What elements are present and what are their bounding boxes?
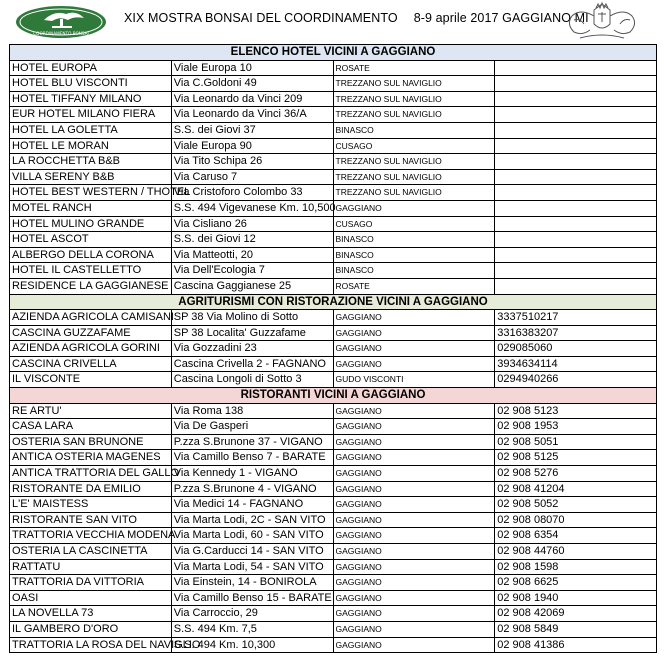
page-header (0, 0, 666, 44)
table-row (10, 497, 657, 513)
address-cell: Via Kennedy 1 - VIGANO (171, 466, 333, 482)
name-cell: RATTATU (10, 559, 172, 575)
table-row (10, 512, 657, 528)
town-cell: GAGGIANO (333, 637, 495, 653)
event-date-place: 8-9 aprile 2017 GAGGIANO MI (413, 11, 589, 25)
agriturismi-section-header (10, 294, 657, 310)
table-row (10, 278, 657, 294)
name-cell: ALBERGO DELLA CORONA (10, 247, 172, 263)
town-cell: GAGGIANO (333, 200, 495, 216)
town-cell: GAGGIANO (333, 403, 495, 419)
name-cell: HOTEL BEST WESTERN / THOTEL (10, 185, 172, 201)
table-row (10, 185, 657, 201)
address-cell: SP 38 Via Molino di Sotto (171, 310, 333, 326)
town-cell: GAGGIANO (333, 434, 495, 450)
address-cell: Via Medici 14 - FAGNANO (171, 497, 333, 513)
phone-cell: 02 908 41204 (495, 481, 657, 497)
name-cell: IL VISCONTE (10, 372, 172, 388)
address-cell: Cascina Longoli di Sotto 3 (171, 372, 333, 388)
name-cell: CASCINA CRIVELLA (10, 356, 172, 372)
address-cell: S.S. dei Giovi 12 (171, 232, 333, 248)
address-cell: P.zza S.Brunone 37 - VIGANO (171, 434, 333, 450)
phone-cell: 02 908 5849 (495, 621, 657, 637)
hotels-section-header (10, 45, 657, 61)
name-cell: HOTEL IL CASTELLETTO (10, 263, 172, 279)
table-row (10, 403, 657, 419)
phone-cell: 029085060 (495, 341, 657, 357)
address-cell: Viale Europa 90 (171, 138, 333, 154)
address-cell: Via Marta Lodi, 54 - SAN VITO (171, 559, 333, 575)
table-row (10, 169, 657, 185)
town-cell: GAGGIANO (333, 512, 495, 528)
phone-cell (495, 122, 657, 138)
address-cell: Via Matteotti, 20 (171, 247, 333, 263)
name-cell: HOTEL TIFFANY MILANO (10, 91, 172, 107)
address-cell: Via Einstein, 14 - BONIROLA (171, 575, 333, 591)
table-row (10, 621, 657, 637)
name-cell: ANTICA OSTERIA MAGENES (10, 450, 172, 466)
table-row (10, 325, 657, 341)
address-cell: Cascina Gaggianese 25 (171, 278, 333, 294)
table-row (10, 559, 657, 575)
table-row (10, 76, 657, 92)
address-cell: P.zza S.Brunone 4 - VIGANO (171, 481, 333, 497)
phone-cell (495, 169, 657, 185)
address-cell: Via Roma 138 (171, 403, 333, 419)
address-cell: Viale Europa 10 (171, 60, 333, 76)
name-cell: AZIENDA AGRICOLA CAMISANI (10, 310, 172, 326)
name-cell: HOTEL LA GOLETTA (10, 122, 172, 138)
town-cell: GAGGIANO (333, 341, 495, 357)
town-cell: GAGGIANO (333, 559, 495, 575)
table-row (10, 138, 657, 154)
name-cell: MOTEL RANCH (10, 200, 172, 216)
name-cell: RISTORANTE DA EMILIO (10, 481, 172, 497)
phone-cell (495, 232, 657, 248)
table-row (10, 450, 657, 466)
ristoranti-section-header (10, 388, 657, 404)
address-cell: Via Leonardo da Vinci 209 (171, 91, 333, 107)
crest-icon (560, 2, 644, 42)
address-cell: Via Camillo Benso 15 - BARATE (171, 590, 333, 606)
town-cell: GUDO VISCONTI (333, 372, 495, 388)
town-cell: GAGGIANO (333, 310, 495, 326)
phone-cell: 02 908 41386 (495, 637, 657, 653)
table-row (10, 232, 657, 248)
phone-cell: 0294940266 (495, 372, 657, 388)
table-row (10, 419, 657, 435)
town-cell: GAGGIANO (333, 528, 495, 544)
town-cell: GAGGIANO (333, 481, 495, 497)
phone-cell: 02 908 5051 (495, 434, 657, 450)
table-row (10, 637, 657, 653)
address-cell: S.S. 494 Km. 7,5 (171, 621, 333, 637)
name-cell: RISTORANTE SAN VITO (10, 512, 172, 528)
table-row (10, 200, 657, 216)
table-row (10, 372, 657, 388)
phone-cell: 02 908 1940 (495, 590, 657, 606)
town-cell: TREZZANO SUL NAVIGLIO (333, 107, 495, 123)
name-cell: L'E' MAISTESS (10, 497, 172, 513)
address-cell: Cascina Crivella 2 - FAGNANO (171, 356, 333, 372)
table-row (10, 341, 657, 357)
table-row (10, 466, 657, 482)
table-row (10, 247, 657, 263)
address-cell: Via G.Carducci 14 - SAN VITO (171, 544, 333, 560)
table-row (10, 606, 657, 622)
address-cell: Via Marta Lodi, 2C - SAN VITO (171, 512, 333, 528)
name-cell: RE ARTU' (10, 403, 172, 419)
phone-cell: 3316383207 (495, 325, 657, 341)
town-cell: BINASCO (333, 263, 495, 279)
table-row (10, 575, 657, 591)
town-cell: GAGGIANO (333, 356, 495, 372)
listing-table (9, 44, 657, 653)
phone-cell (495, 247, 657, 263)
logo-caption: COORDINAMENTO BONSAI (33, 31, 89, 36)
phone-cell (495, 200, 657, 216)
town-cell: TREZZANO SUL NAVIGLIO (333, 76, 495, 92)
address-cell: Via Caruso 7 (171, 169, 333, 185)
table-row (10, 310, 657, 326)
table-row (10, 356, 657, 372)
address-cell: SP 38 Localita' Guzzafame (171, 325, 333, 341)
address-cell: Via De Gasperi (171, 419, 333, 435)
table-row (10, 154, 657, 170)
phone-cell (495, 216, 657, 232)
name-cell: RESIDENCE LA GAGGIANESE (10, 278, 172, 294)
address-cell: Via Tito Schipa 26 (171, 154, 333, 170)
address-cell: Via Gozzadini 23 (171, 341, 333, 357)
address-cell: Via C.Goldoni 49 (171, 76, 333, 92)
name-cell: VILLA SERENY B&B (10, 169, 172, 185)
phone-cell (495, 91, 657, 107)
name-cell: TRATTORIA DA VITTORIA (10, 575, 172, 591)
name-cell: HOTEL BLU VISCONTI (10, 76, 172, 92)
town-cell: TREZZANO SUL NAVIGLIO (333, 91, 495, 107)
table-row (10, 122, 657, 138)
phone-cell: 02 908 5125 (495, 450, 657, 466)
table-row (10, 263, 657, 279)
name-cell: EUR HOTEL MILANO FIERA (10, 107, 172, 123)
phone-cell: 02 908 5123 (495, 403, 657, 419)
phone-cell: 02 908 5276 (495, 466, 657, 482)
phone-cell (495, 278, 657, 294)
town-cell: GAGGIANO (333, 590, 495, 606)
phone-cell (495, 263, 657, 279)
table-row (10, 590, 657, 606)
name-cell: HOTEL MULINO GRANDE (10, 216, 172, 232)
town-cell: GAGGIANO (333, 544, 495, 560)
phone-cell (495, 138, 657, 154)
section-title: ELENCO HOTEL VICINI A GAGGIANO (10, 45, 657, 61)
address-cell: Via Marta Lodi, 60 - SAN VITO (171, 528, 333, 544)
section-title: AGRITURISMI CON RISTORAZIONE VICINI A GAGGIANO (10, 294, 657, 310)
name-cell: ANTICA TRATTORIA DEL GALLO (10, 466, 172, 482)
table-row (10, 434, 657, 450)
address-cell: S.S. 494 Vigevanese Km. 10,500 (171, 200, 333, 216)
address-cell: Via Cristoforo Colombo 33 (171, 185, 333, 201)
event-title: XIX MOSTRA BONSAI DEL COORDINAMENTO (124, 11, 398, 25)
address-cell: Via Camillo Benso 7 - BARATE (171, 450, 333, 466)
town-cell: GAGGIANO (333, 450, 495, 466)
town-cell: TREZZANO SUL NAVIGLIO (333, 154, 495, 170)
town-cell: GAGGIANO (333, 497, 495, 513)
town-cell: TREZZANO SUL NAVIGLIO (333, 185, 495, 201)
name-cell: HOTEL LE MORAN (10, 138, 172, 154)
table-row (10, 216, 657, 232)
phone-cell: 02 908 1598 (495, 559, 657, 575)
bonsai-logo-icon (14, 4, 108, 40)
phone-cell (495, 185, 657, 201)
name-cell: OSTERIA SAN BRUNONE (10, 434, 172, 450)
table-row (10, 481, 657, 497)
phone-cell: 3934634114 (495, 356, 657, 372)
name-cell: TRATTORIA LA ROSA DEL NAVIGLIO (10, 637, 172, 653)
name-cell: AZIENDA AGRICOLA GORINI (10, 341, 172, 357)
phone-cell (495, 107, 657, 123)
address-cell: S.S. 494 Km. 10,300 (171, 637, 333, 653)
phone-cell: 02 908 08070 (495, 512, 657, 528)
address-cell: S.S. dei Giovi 37 (171, 122, 333, 138)
name-cell: HOTEL EUROPA (10, 60, 172, 76)
table-row (10, 91, 657, 107)
phone-cell: 02 908 42069 (495, 606, 657, 622)
phone-cell: 02 908 6625 (495, 575, 657, 591)
phone-cell (495, 76, 657, 92)
town-cell: BINASCO (333, 232, 495, 248)
town-cell: CUSAGO (333, 138, 495, 154)
name-cell: CASCINA GUZZAFAME (10, 325, 172, 341)
address-cell: Via Carroccio, 29 (171, 606, 333, 622)
name-cell: IL GAMBERO D'ORO (10, 621, 172, 637)
name-cell: CASA LARA (10, 419, 172, 435)
name-cell: LA ROCCHETTA B&B (10, 154, 172, 170)
name-cell: LA NOVELLA 73 (10, 606, 172, 622)
table-row (10, 544, 657, 560)
table-row (10, 60, 657, 76)
town-cell: TREZZANO SUL NAVIGLIO (333, 169, 495, 185)
page-title (124, 11, 589, 25)
table-row (10, 107, 657, 123)
town-cell: BINASCO (333, 247, 495, 263)
address-cell: Via Leonardo da Vinci 36/A (171, 107, 333, 123)
phone-cell: 3337510217 (495, 310, 657, 326)
town-cell: CUSAGO (333, 216, 495, 232)
phone-cell: 02 908 6354 (495, 528, 657, 544)
town-cell: BINASCO (333, 122, 495, 138)
town-cell: GAGGIANO (333, 325, 495, 341)
name-cell: HOTEL ASCOT (10, 232, 172, 248)
town-cell: GAGGIANO (333, 575, 495, 591)
table-row (10, 528, 657, 544)
phone-cell: 02 908 5052 (495, 497, 657, 513)
name-cell: OASI (10, 590, 172, 606)
phone-cell: 02 908 44760 (495, 544, 657, 560)
name-cell: OSTERIA LA CASCINETTA (10, 544, 172, 560)
section-title: RISTORANTI VICINI A GAGGIANO (10, 388, 657, 404)
address-cell: Via Cisliano 26 (171, 216, 333, 232)
town-cell: GAGGIANO (333, 606, 495, 622)
address-cell: Via Dell'Ecologia 7 (171, 263, 333, 279)
name-cell: TRATTORIA VECCHIA MODENA (10, 528, 172, 544)
town-cell: ROSATE (333, 278, 495, 294)
phone-cell: 02 908 1953 (495, 419, 657, 435)
town-cell: GAGGIANO (333, 419, 495, 435)
town-cell: ROSATE (333, 60, 495, 76)
town-cell: GAGGIANO (333, 621, 495, 637)
phone-cell (495, 154, 657, 170)
town-cell: GAGGIANO (333, 466, 495, 482)
phone-cell (495, 60, 657, 76)
